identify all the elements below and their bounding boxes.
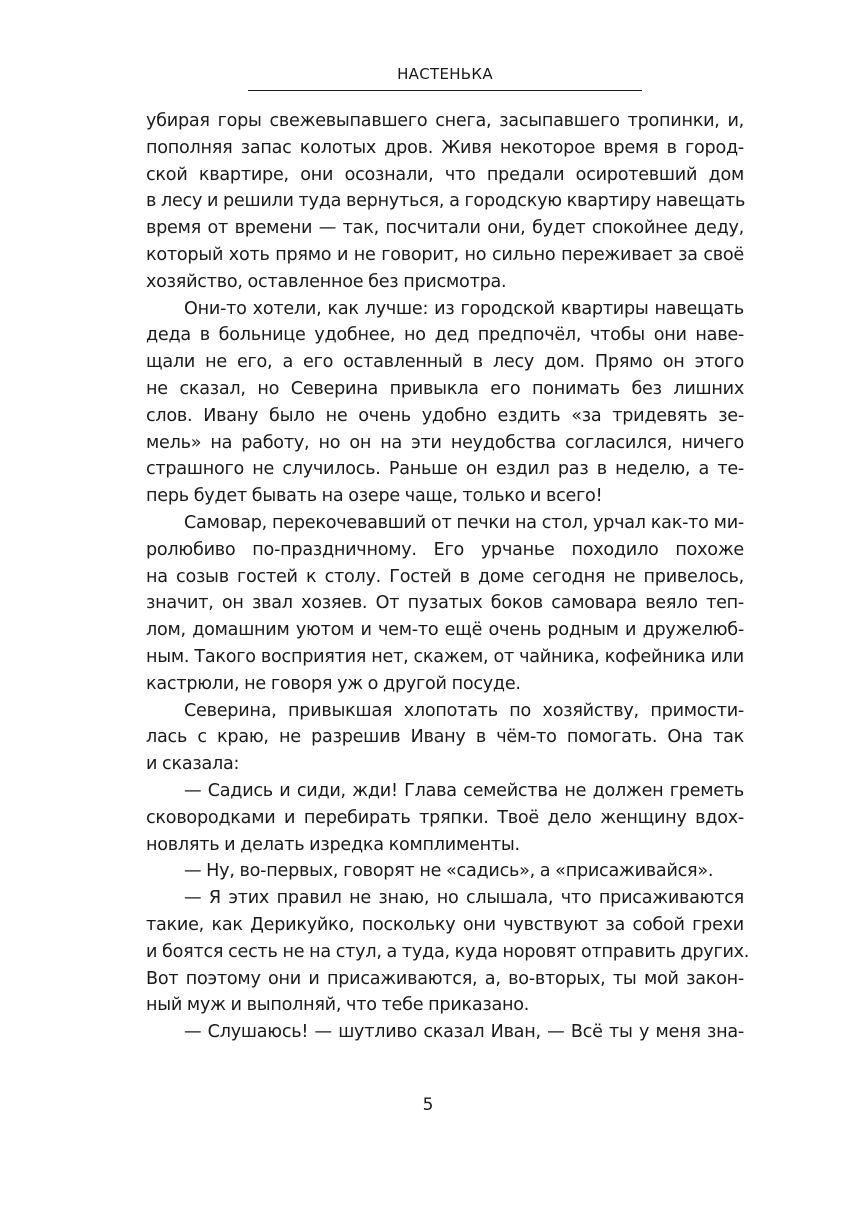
text-line: время от времени — так, посчитали они, будет спокойнее деду, — [146, 218, 744, 239]
text-line: слов. Ивану было не очень удобно ездить «за тридевять зе- — [146, 405, 744, 426]
text-line: перь будет бывать на озере чаще, только и всего! — [146, 486, 603, 507]
page-body-text — [146, 108, 750, 1046]
text-line: ным. Такого восприятия нет, скажем, от чайника, кофейника или — [146, 646, 744, 667]
text-line: деда в больнице удобнее, но дед предпочёл, чтобы они наве- — [146, 325, 744, 346]
text-line: страшного не случилось. Раньше он ездил раз в неделю, а те- — [146, 459, 744, 480]
text-line: пополняя запас колотых дров. Живя некоторое время в город- — [146, 137, 744, 158]
text-line: и боятся сесть не на стул, а туда, куда норовят отправить других. — [146, 941, 750, 962]
text-line: ный муж и выполняй, что тебе приказано. — [146, 995, 530, 1016]
text-line: убирая горы свежевыпавшего снега, засыпавшего тропинки, и, — [146, 111, 744, 131]
text-line: новлять и делать изредка комплименты. — [146, 834, 520, 855]
text-line: кастрюли, не говоря уж о другой посуде. — [146, 673, 521, 694]
text-line: сковородками и перебирать тряпки. Твоё дело женщину вдох- — [146, 807, 744, 828]
text-line: ролюбиво по-праздничному. Его урчанье походило похоже — [146, 539, 744, 560]
text-line: ской квартире, они осознали, что предали осиротевший дом — [146, 164, 744, 185]
text-line: — Я этих правил не знаю, но слышала, что присаживаются — [184, 888, 744, 909]
running-header: НАСТЕНЬКА — [397, 65, 493, 83]
text-line: не сказал, но Северина привыкла его понимать без лишних — [146, 378, 744, 399]
text-line: и сказала: — [146, 754, 240, 775]
text-line: — Садись и сиди, жди! Глава семейства не должен греметь — [184, 780, 744, 801]
text-line: такие, как Дерикуйко, поскольку они чувствуют за собой грехи — [146, 914, 744, 935]
text-line: хозяйство, оставленное без присмотра. — [146, 271, 507, 292]
text-line: в лесу и решили туда вернуться, а городскую квартиру навещать — [146, 191, 746, 212]
text-line: Они-то хотели, как лучше: из городской квартиры навещать — [184, 298, 744, 319]
text-line: лась с краю, не разрешив Ивану в чём-то помогать. Она так — [146, 727, 744, 748]
text-line: мель» на работу, но он на эти неудобства согласился, ничего — [146, 432, 744, 453]
text-line: значит, он звал хозяев. От пузатых боков самовара веяло теп- — [146, 593, 744, 614]
text-line: который хоть прямо и не говорит, но сильно переживает за своё — [146, 244, 744, 265]
text-line: — Слушаюсь! — шутливо сказал Иван, — Всё ты у меня зна- — [184, 1022, 744, 1043]
header-rule — [248, 90, 642, 91]
page-number: 5 — [422, 1095, 434, 1115]
text-line: Самовар, перекочевавший от печки на стол, урчал как-то ми- — [184, 512, 744, 533]
text-line: Северина, привыкшая хлопотать по хозяйству, примости- — [184, 700, 744, 721]
text-line: Вот поэтому они и присаживаются, а, во-вторых, ты мой закон- — [146, 968, 744, 989]
text-line: лом, домашним уютом и чем-то ещё очень родным и дружелюб- — [146, 620, 744, 641]
text-line: щали не его, а его оставленный в лесу дом. Прямо он этого — [146, 352, 744, 373]
text-line: — Ну, во-первых, говорят не «садись», а «присаживайся». — [184, 861, 714, 882]
text-line: на созыв гостей к столу. Гостей в доме сегодня не привелось, — [146, 566, 744, 587]
